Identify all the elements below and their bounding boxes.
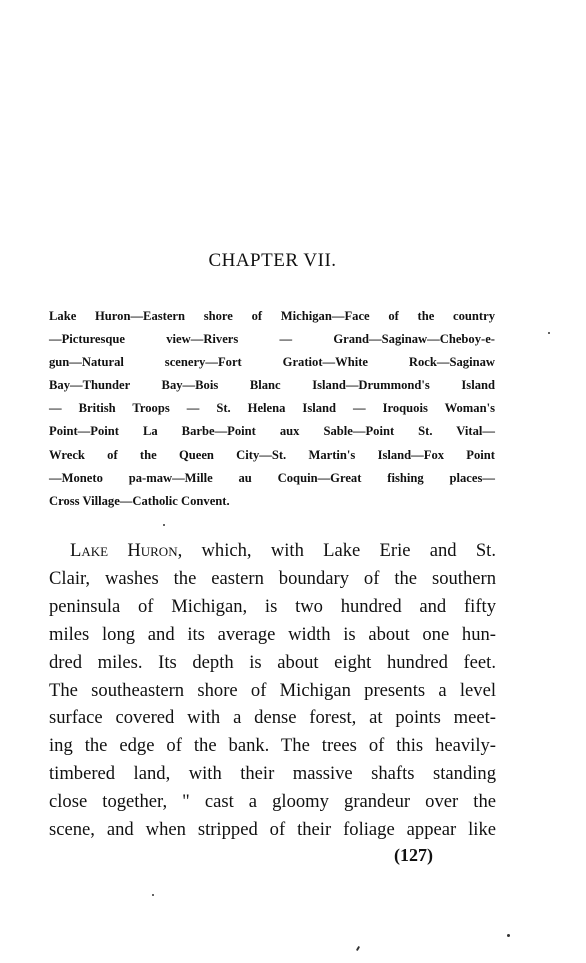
page-number: (127) xyxy=(394,845,433,865)
summary-line: Lake Huron—Eastern shore of Michigan—Face of the country xyxy=(49,309,495,323)
summary-line: Bay—Thunder Bay—Bois Blanc Island—Drummond's Island xyxy=(49,378,495,393)
body-paragraph xyxy=(49,537,496,844)
summary-line: Cross Village—Catholic Convent. xyxy=(49,493,230,508)
body-line: dred miles. Its depth is about eight hundred feet. xyxy=(49,651,496,673)
body-line: surface covered with a dense forest, at points meet- xyxy=(49,707,496,729)
summary-line: —Picturesque view—Rivers — Grand—Saginaw—Cheboy-e- xyxy=(49,332,495,347)
summary-line: Point—Point La Barbe—Point aux Sable—Point St. Vital— xyxy=(49,424,495,439)
summary-line: —Moneto pa-maw—Mille au Coquin—Great fishing places— xyxy=(49,470,495,485)
body-line: timbered land, with their massive shafts standing xyxy=(49,763,496,785)
print-speck xyxy=(507,934,510,937)
body-line: ing the edge of the bank. The trees of this heavily- xyxy=(49,735,496,757)
body-line: scene, and when stripped of their foliage appear like xyxy=(49,819,496,841)
first-line-text: , which, with Lake Erie and St. xyxy=(177,540,496,561)
summary-line: Wreck of the Queen City—St. Martin's Island—Fox Point xyxy=(49,447,495,462)
print-speck xyxy=(356,946,360,951)
summary-line: — British Troops — St. Helena Island — Iroquois Woman's xyxy=(49,401,495,416)
body-line xyxy=(49,537,496,565)
print-speck xyxy=(163,524,165,526)
summary-line: gun—Natural scenery—Fort Gratiot—White Rock—Saginaw xyxy=(49,355,495,370)
chapter-summary xyxy=(49,305,495,513)
lead-words: Lake Huron xyxy=(70,540,178,561)
body-line: peninsula of Michigan, is two hundred and fifty xyxy=(49,595,496,617)
body-line: close together, " cast a gloomy grandeur over the xyxy=(49,791,496,813)
body-line: The southeastern shore of Michigan presents a level xyxy=(49,679,496,701)
body-line: miles long and its average width is about one hun- xyxy=(49,623,496,645)
body-line: Clair, washes the eastern boundary of the southern xyxy=(49,567,496,589)
chapter-title: CHAPTER VII. xyxy=(208,250,337,271)
print-speck xyxy=(152,894,154,896)
print-speck xyxy=(548,332,550,334)
